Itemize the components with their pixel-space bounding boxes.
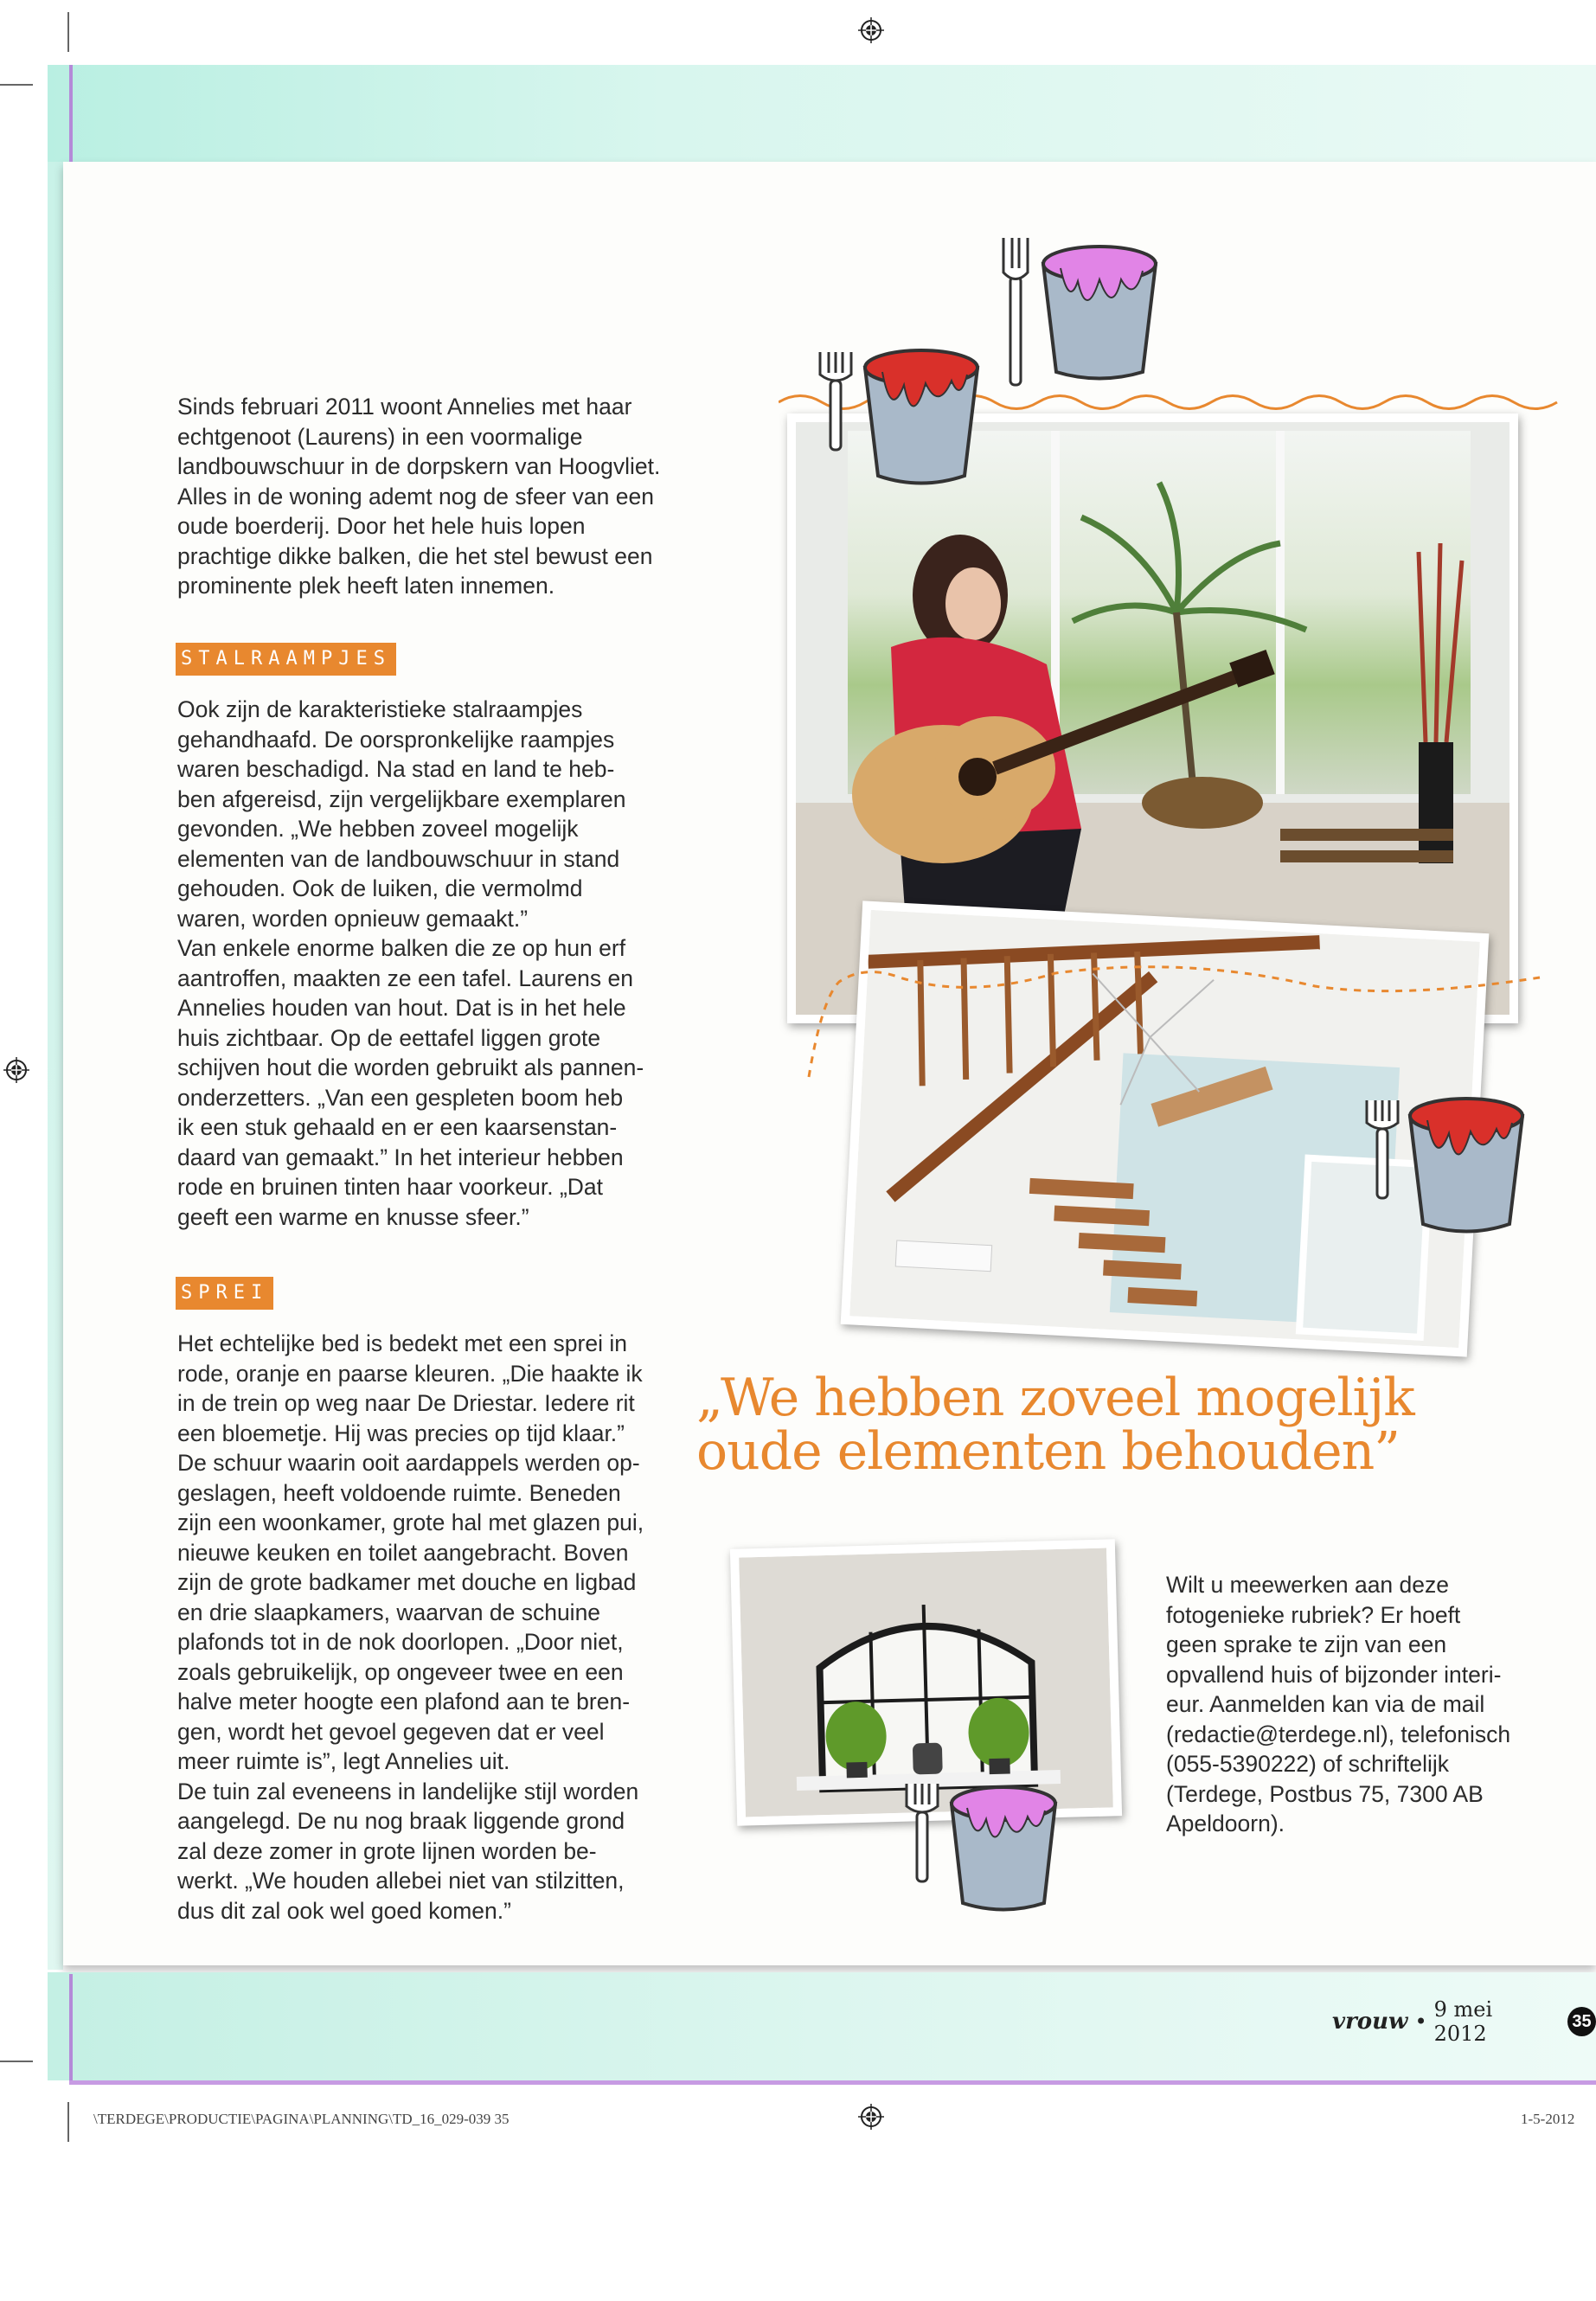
print-slug-date: 1-5-2012 bbox=[1521, 2111, 1575, 2127]
paint-brush-icon bbox=[1360, 1099, 1407, 1202]
pull-quote-line1: „We hebben zoveel mogelijk bbox=[696, 1368, 1414, 1428]
bleed-line-top bbox=[69, 65, 73, 162]
footer-separator: • bbox=[1414, 2009, 1427, 2034]
page-footer bbox=[1332, 1997, 1596, 2046]
crop-mark bbox=[0, 2061, 33, 2062]
paint-brush-icon bbox=[813, 350, 861, 454]
print-slug-path: \TERDEGE\PRODUCTIE\PAGINA\PLANNING\TD_16_029-039 35 bbox=[93, 2111, 510, 2127]
section-heading-stalraampjes: STALRAAMPJES bbox=[176, 643, 396, 676]
pull-quote-line2: oude elementen behouden” bbox=[696, 1421, 1400, 1482]
registration-mark-icon bbox=[858, 2104, 884, 2130]
page-number-badge: 35 bbox=[1567, 2007, 1596, 2036]
registration-mark-icon bbox=[858, 17, 884, 43]
pull-quote bbox=[696, 1368, 1561, 1482]
dashed-line-decoration bbox=[796, 947, 1557, 1086]
intro-paragraph: Sinds februari 2011 woont Annelies met haar echtgenoot (Laurens) in een voormalige landbouwschuur in de dorpskern van Hoogvliet. Alles in de woning ademt nog de sfeer van een oude boerderij. Door het hele huis lopen prachtige dikke balken, die het stel bewust een prominente plek heeft laten innemen. bbox=[177, 394, 661, 599]
paint-brush-icon bbox=[900, 1782, 947, 1886]
paint-bucket-icon bbox=[943, 1778, 1064, 1916]
sidebar-invitation: Wilt u meewerken aan deze fotogenieke rubriek? Er hoeft geen sprake te zijn van een opvallend huis of bijzonder interi- eur. Aanmelden kan via de mail (redactie@terdege.nl), telefonisch (055-5390222) of schriftelijk (Terdege, Postbus 75, 7300 AB Apeldoorn). bbox=[1166, 1572, 1511, 1836]
magazine-brand: vrouw bbox=[1332, 2009, 1408, 2035]
footer-date: 9 mei 2012 bbox=[1433, 1997, 1493, 2046]
paint-bucket-icon bbox=[856, 342, 986, 489]
section-heading-sprei: SPREI bbox=[176, 1277, 273, 1310]
crop-mark bbox=[0, 84, 33, 86]
footer-rule bbox=[69, 2080, 1596, 2085]
paint-bucket-icon bbox=[1401, 1090, 1531, 1237]
header-band bbox=[48, 65, 1596, 162]
crop-mark bbox=[67, 2102, 69, 2142]
bleed-line-bottom bbox=[69, 1974, 73, 2080]
paint-bucket-icon bbox=[1035, 238, 1164, 381]
window-scene-illustration bbox=[739, 1548, 1113, 1817]
registration-mark-icon bbox=[3, 1057, 29, 1083]
section2-body: Het echtelijke bed is bedekt met een sprei in rode, oranje en paarse kleuren. „Die haakte ik in de trein op weg naar De Driestar. Iedere rit een bloemetje. Hij was precies op tijd klaar.” De schuur waarin ooit aardappels werden op- geslagen, heeft voldoende ruimte. Beneden zijn een woonkamer, grote hal met glazen pui, nieuwe keuken en toilet aangebracht. Boven zijn de grote badkamer met douche en ligbad en drie slaapkamers, waarvan de schuine plafonds tot in de nok doorlopen. „Door niet, zoals gebruikelijk, op ongeveer twee en een halve meter hoogte een plafond aan te bren- gen, wordt het gevoel gegeven dat er veel meer ruimte is”, legt Annelies uit. De tuin zal eveneens in landelijke stijl worden aangelegd. De nu nog braak liggende grond zal deze zomer in grote lijnen worden be- werkt. „We houden allebei niet van stilzitten, dus dit zal ook wel goed komen.” bbox=[177, 1330, 644, 1924]
section1-body: Ook zijn de karakteristieke stalraampjes gehandhaafd. De oorspronkelijke raampjes waren beschadigd. Na stad en land te heb- ben afgereisd, zijn vergelijkbare exemplaren gevonden. „We hebben zoveel mogelijk elementen van de landbouwschuur in stand gehouden. Ook de luiken, die vermolmd waren, worden opnieuw gemaakt.” Van enkele enorme balken die ze op hun erf aantroffen, maakten ze een tafel. Laurens en Annelies houden van hout. Dat is in het hele huis zichtbaar. Op de eettafel liggen grote schijven hout die worden gebruikt als pannen- onderzetters. „Van een gespleten boom heb ik een stuk gehaald en er een kaarsenstan- daard van gemaakt.” In het interieur hebben rode en bruinen tinten haar voorkeur. „Dat geeft een warme en knusse sfeer.” bbox=[177, 696, 644, 1230]
crop-mark bbox=[67, 12, 69, 52]
left-band bbox=[48, 162, 63, 1970]
